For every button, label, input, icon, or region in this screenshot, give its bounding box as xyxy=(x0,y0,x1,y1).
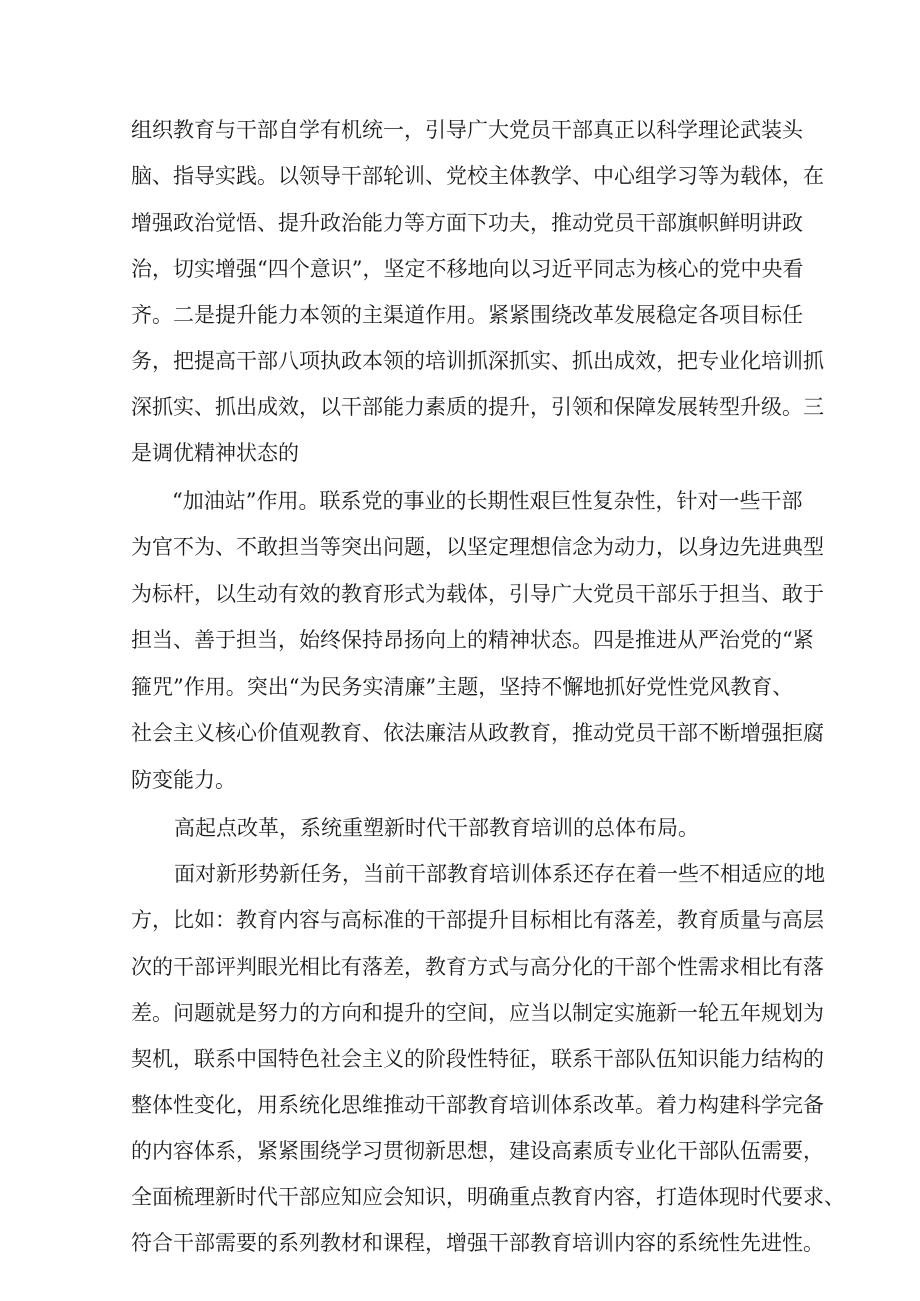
text-line: 次的干部评判眼光相比有落差，教育方式与高分化的干部个性需求相比有落 xyxy=(131,955,824,979)
text-line: 的内容体系，紧紧围绕学习贯彻新思想，建设高素质专业化干部队伍需要， xyxy=(131,1139,824,1163)
text-line: 治，切实增强“四个意识”，坚定不移地向以习近平同志为核心的党中央看 xyxy=(131,257,804,281)
text-line: “加油站”作用。联系党的事业的长期性艰巨性复杂性，针对一些干部 xyxy=(172,489,803,513)
text-line: 方，比如：教育内容与高标准的干部提升目标相比有落差，教育质量与高层 xyxy=(131,908,824,932)
text-line: 箍咒”作用。突出“为民务实清廉”主题，坚持不懈地抓好党性党风教育、 xyxy=(131,675,794,699)
text-line: 担当、善于担当，始终保持昂扬向上的精神状态。四是推进从严治党的“紧 xyxy=(131,628,814,652)
text-line: 符合干部需要的系列教材和课程，增强干部教育培训内容的系统性先进性。 xyxy=(131,1231,824,1255)
text-line: 全面梳理新时代干部应知应会知识，明确重点教育内容，打造体现时代要求、 xyxy=(131,1185,845,1209)
text-line: 为官不为、不敢担当等突出问题，以坚定理想信念为动力，以身边先进典型 xyxy=(131,535,824,559)
text-line: 防变能力。 xyxy=(131,768,236,792)
text-line: 社会主义核心价值观教育、依法廉洁从政教育，推动党员干部不断增强拒腐 xyxy=(131,721,824,745)
text-line: 差。问题就是努力的方向和提升的空间，应当以制定实施新一轮五年规划为 xyxy=(131,1001,824,1025)
text-line: 面对新形势新任务，当前干部教育培训体系还存在着一些不相适应的地 xyxy=(174,862,825,886)
text-line: 务，把提高干部八项执政本领的培训抓深抓实、抓出成效，把专业化培训抓 xyxy=(131,349,824,373)
text-line: 整体性变化，用系统化思维推动干部教育培训体系改革。着力构建科学完备 xyxy=(131,1093,824,1117)
text-line: 为标杆，以生动有效的教育形式为载体，引导广大党员干部乐于担当、敢于 xyxy=(131,582,824,606)
text-line: 深抓实、抓出成效，以干部能力素质的提升，引领和保障发展转型升级。三 xyxy=(131,395,824,419)
section-heading: 高起点改革，系统重塑新时代干部教育培训的总体布局。 xyxy=(174,816,699,840)
text-line: 增强政治觉悟、提升政治能力等方面下功夫，推动党员干部旗帜鲜明讲政 xyxy=(131,211,803,235)
text-line: 脑、指导实践。以领导干部轮训、党校主体教学、中心组学习等为载体，在 xyxy=(131,164,824,188)
text-line: 契机，联系中国特色社会主义的阶段性特征，联系干部队伍知识能力结构的 xyxy=(131,1047,824,1071)
text-line: 组织教育与干部自学有机统一，引导广大党员干部真正以科学理论武装头 xyxy=(131,118,803,142)
text-line: 齐。二是提升能力本领的主渠道作用。紧紧围绕改革发展稳定各项目标任 xyxy=(131,303,803,327)
text-line: 是调优精神状态的 xyxy=(131,441,299,465)
